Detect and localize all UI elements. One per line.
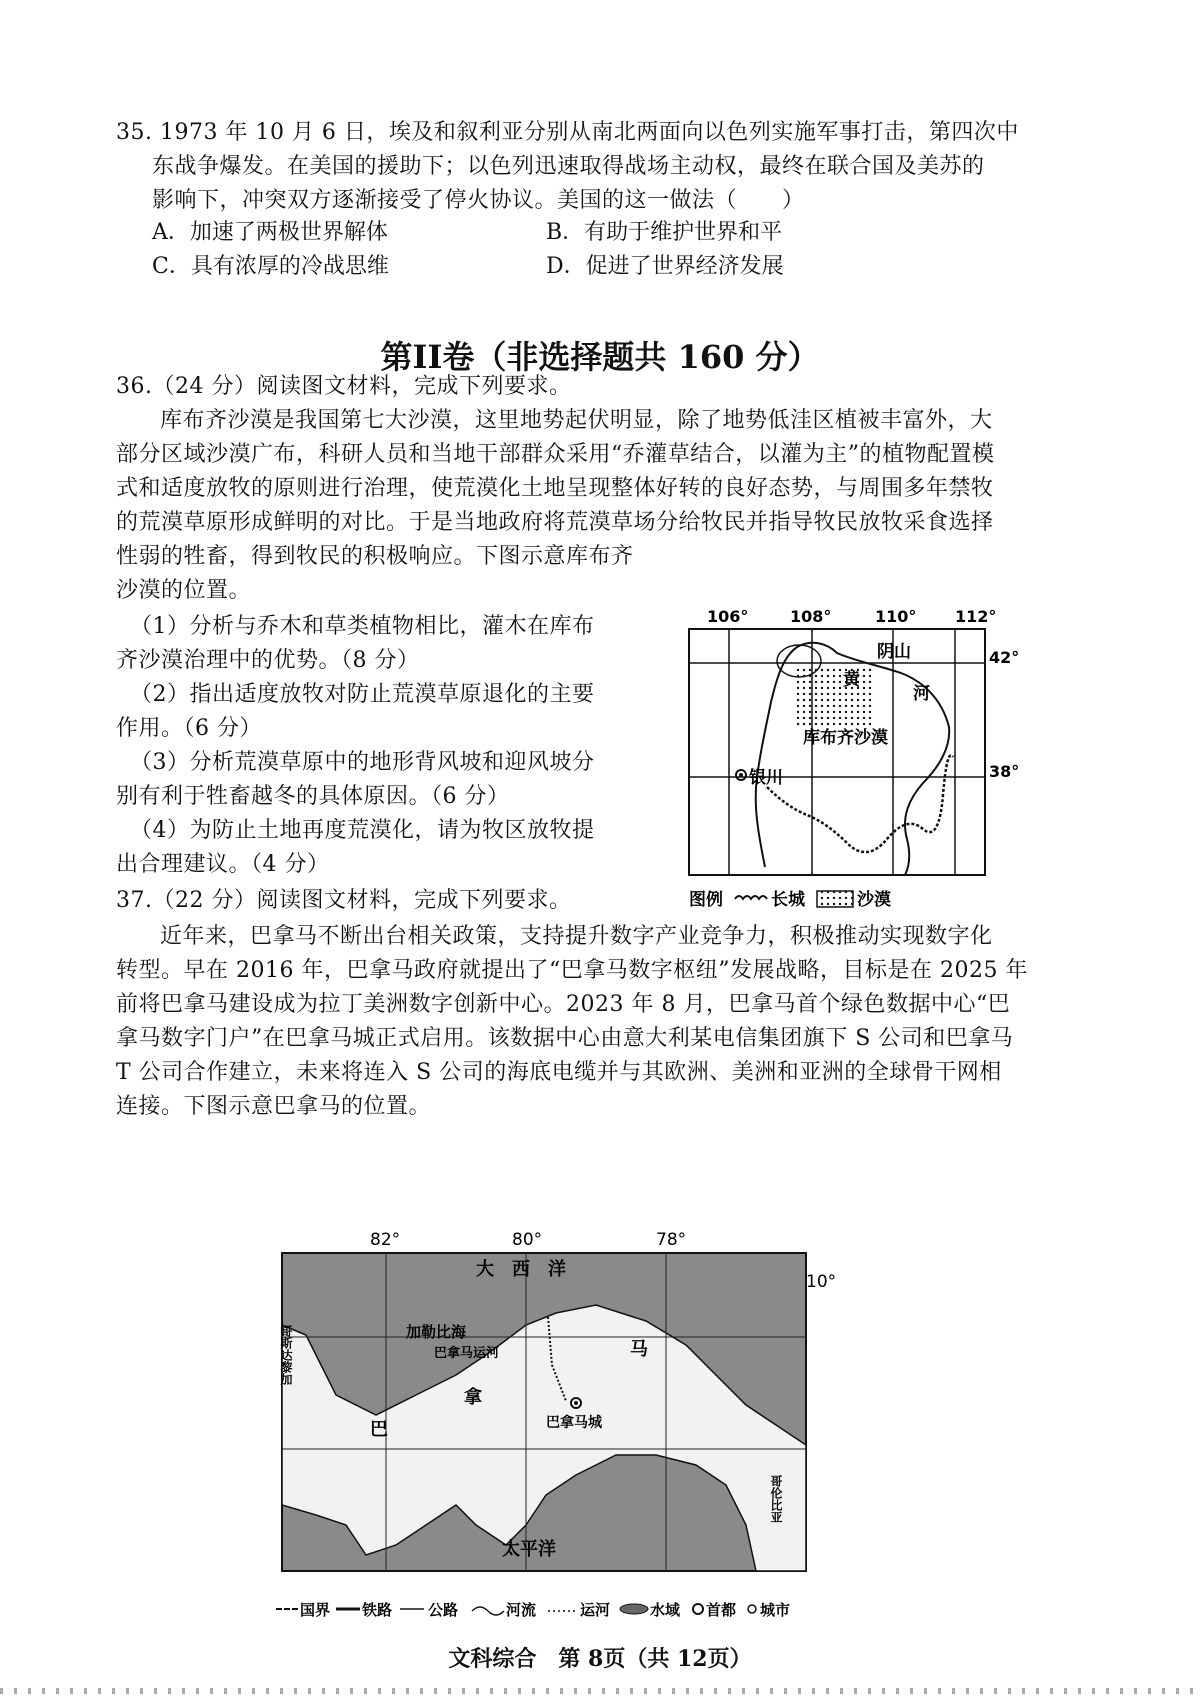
q37-para-line: 连接。下图示意巴拿马的位置。 — [116, 1094, 432, 1119]
q37-heading: 37.（22 分）阅读图文材料，完成下列要求。 — [116, 888, 572, 913]
q37-para-line: 拿马数字门户”在巴拿马城正式启用。该数据中心由意大利某电信集团旗下 S 公司和巴拿马 — [116, 1026, 1014, 1051]
legend-desert-icon — [817, 891, 853, 907]
legend-river: 河流 — [506, 1601, 537, 1619]
q36-para-line: 式和适度放牧的原则进行治理，使荒漠化土地呈现整体好转的良好态势，与周围多年禁牧 — [116, 476, 994, 501]
q36-sub3: （3）分析荒漠草原中的地形背风坡和迎风坡分 — [130, 750, 595, 775]
q35-option-b: B．有助于维护世界和平 — [546, 220, 783, 245]
q36-para-line: 部分区域沙漠广布，科研人员和当地干部群众采用“乔灌草结合，以灌为主”的植物配置模 — [116, 442, 995, 467]
lon-label-110: 110° — [875, 607, 917, 626]
legend-river-icon — [472, 1607, 504, 1615]
lon-label-82: 82° — [370, 1230, 401, 1250]
country-label-ba: 巴 — [370, 1419, 388, 1440]
page-footer: 文科综合 第 8页（共 12页） — [448, 1646, 752, 1672]
yinchuan-label: 银川 — [749, 768, 783, 788]
q35-line1: 35. 1973 年 10 月 6 日，埃及和叙利亚分别从南北两面向以色列实施军事打击，第四次中 — [116, 120, 1019, 145]
legend-city: 城市 — [760, 1601, 791, 1619]
q35-line2: 东战争爆发。在美国的援助下；以色列迅速取得战场主动权，最终在联合国及美苏的 — [152, 154, 985, 179]
q36-para-line: 沙漠的位置。 — [116, 578, 252, 603]
panama-city-marker-dot — [574, 1401, 578, 1405]
lon-label-108: 108° — [790, 607, 832, 626]
lon-label-112: 112° — [955, 607, 997, 626]
section-title: 第II卷（非选择题共 160 分） — [380, 338, 820, 376]
canal-label: 巴拿马运河 — [434, 1346, 500, 1361]
caribbean-label: 加勒比海 — [406, 1323, 467, 1341]
legend-water-icon — [620, 1604, 648, 1614]
legend-border: 国界 — [300, 1601, 331, 1619]
q36-para-line: 库布齐沙漠是我国第七大沙漠，这里地势起伏明显，除了地势低洼区植被丰富外，大 — [160, 408, 993, 433]
lat-label-38: 38° — [989, 762, 1020, 781]
q36-sub1-cont: 齐沙漠治理中的优势。（8 分） — [116, 648, 420, 673]
kubuqi-label: 库布齐沙漠 — [803, 728, 888, 748]
lat-label-42: 42° — [989, 648, 1020, 667]
q35-line3: 影响下，冲突双方逐渐接受了停火协议。美国的这一做法（ ） — [152, 188, 805, 213]
q36-para-line: 性弱的牲畜，得到牧民的积极响应。下图示意库布齐 — [116, 544, 634, 569]
atlantic-label: 大 西 洋 — [476, 1259, 566, 1280]
legend-rail: 铁路 — [362, 1601, 393, 1619]
yinchuan-marker-dot — [739, 773, 743, 777]
q35-option-a: A．加速了两极世界解体 — [152, 220, 388, 245]
legend-desert: 沙漠 — [857, 890, 891, 910]
desert-area — [797, 667, 875, 727]
q37-para-line: 转型。早在 2016 年，巴拿马政府就提出了“巴拿马数字枢纽”发展战略，目标是在 2025 年 — [116, 958, 1028, 983]
huang-label: 黄 — [843, 670, 860, 690]
costa-rica-label: 哥斯达黎加 — [279, 1325, 293, 1385]
q35-option-d: D．促进了世界经济发展 — [546, 254, 784, 279]
lat-label-10: 10° — [806, 1272, 837, 1292]
q36-sub2: （2）指出适度放牧对防止荒漠草原退化的主要 — [130, 682, 595, 707]
legend-capital: 首都 — [706, 1601, 737, 1619]
q36-heading: 36.（24 分）阅读图文材料，完成下列要求。 — [116, 374, 572, 399]
lon-label-106: 106° — [707, 607, 749, 626]
q37-para-line: 前将巴拿马建设成为拉丁美洲数字创新中心。2023 年 8 月，巴拿马首个绿色数据中心“巴 — [116, 992, 1011, 1017]
q35-option-c: C．具有浓厚的冷战思维 — [152, 254, 389, 279]
yinshan-label: 阴山 — [877, 642, 911, 662]
q36-sub3-cont: 别有利于牲畜越冬的具体原因。（6 分） — [116, 784, 510, 809]
q37-para-line: 近年来，巴拿马不断出台相关政策，支持提升数字产业竞争力，积极推动实现数字化 — [160, 924, 993, 949]
q37-para-line: T 公司合作建立，未来将连入 S 公司的海底电缆并与其欧洲、美洲和亚洲的全球骨干网相 — [116, 1060, 1002, 1085]
legend-water: 水域 — [650, 1601, 681, 1619]
legend-capital-icon — [693, 1604, 703, 1614]
map-frame — [689, 629, 985, 875]
kubuqi-desert-map — [687, 607, 1030, 932]
q36-sub1: （1）分析与乔木和草类植物相比，灌木在库布 — [130, 614, 595, 639]
scan-edge-dots — [0, 1688, 1200, 1694]
country-label-na: 拿 — [464, 1387, 482, 1408]
q36-sub2-cont: 作用。（6 分） — [116, 716, 262, 741]
legend-road: 公路 — [428, 1601, 459, 1619]
panama-map — [276, 1225, 896, 1625]
country-label-ma: 马 — [630, 1339, 648, 1360]
legend-canal: 运河 — [580, 1601, 611, 1619]
lon-label-80: 80° — [512, 1230, 543, 1250]
pacific-label: 太平洋 — [502, 1539, 556, 1560]
legend-city-icon — [748, 1605, 756, 1613]
panama-city-label: 巴拿马城 — [546, 1415, 602, 1431]
colombia-label: 哥伦比亚 — [769, 1475, 783, 1523]
legend-wall: 长城 — [771, 890, 805, 910]
lon-label-78: 78° — [656, 1230, 687, 1250]
q36-sub4-cont: 出合理建议。（4 分） — [116, 852, 330, 877]
legend-label: 图例 — [689, 890, 723, 910]
legend-wall-icon — [735, 896, 767, 899]
q36-para-line: 的荒漠草原形成鲜明的对比。于是当地政府将荒漠草场分给牧民并指导牧民放牧采食选择 — [116, 510, 994, 535]
q36-sub4: （4）为防止土地再度荒漠化，请为牧区放牧提 — [130, 818, 595, 843]
he-label: 河 — [913, 684, 930, 704]
